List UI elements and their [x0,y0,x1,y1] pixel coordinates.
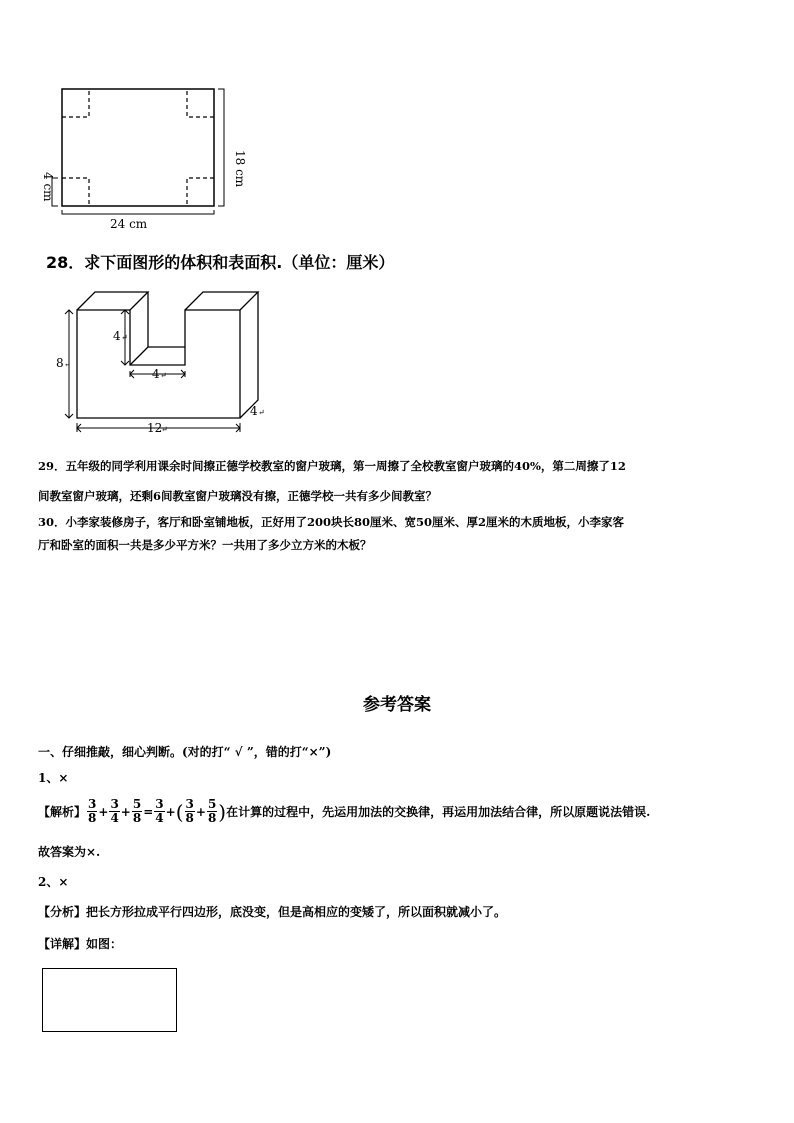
height-return-mark: ↵ [64,360,71,369]
right-side-face [240,292,258,418]
u-shaped-solid-figure [55,285,285,440]
depth-label: 4 [250,404,258,418]
bottom-dimension: 24 cm [110,217,148,231]
inner-notch [130,292,185,365]
plus-sign: + [165,804,176,819]
question-29-line1: 29．五年级的同学利用课余时间擦正德学校教室的窗户玻璃，第一周擦了全校教室窗户玻璃的40%，第二周擦了12 [38,459,626,473]
left-paren: ( [175,799,184,824]
analysis-text: 在计算的过程中，先运用加法的交换律，再运用加法结合律，所以原题说法错误. [226,804,651,819]
height-label: 8 [56,356,64,370]
plus-sign: + [120,804,131,819]
cut-depth-label: 4 [113,329,121,343]
left-pillar-top [77,292,148,310]
section-1-heading: 一、仔细推敲，细心判断。(对的打“ √ ”，错的打“×”) [38,745,332,759]
fraction: $\frac{5}{8}$ [132,797,142,825]
fraction: $\frac{3}{8}$ [185,797,194,825]
right-pillar-top [185,292,258,310]
question-28-title: 28．求下面图形的体积和表面积.（单位：厘米） [46,253,395,272]
depth-return-mark: ↵ [258,408,265,417]
length-label: 12 [147,421,163,435]
rectangle-diagram [42,968,177,1032]
fraction: $\frac{3}{4}$ [110,797,119,825]
answer-1-number: 1、× [38,771,69,785]
length-return-mark: ↵ [161,425,168,434]
question-30-line1: 30．小李家装修房子，客厅和卧室铺地板，正好用了200块长80厘米、宽50厘米、厚2厘米的木质地板，小李家客 [38,515,625,529]
corner-squares [62,89,214,206]
right-paren: ) [218,799,227,824]
corner-dimension: 4 cm [41,172,55,202]
plus-sign: + [195,804,206,819]
cut-depth-return-mark: ↵ [121,333,128,342]
dimension-lines [52,89,224,214]
question-29-line2: 间教室窗户玻璃，还剩6间教室窗户玻璃没有擦，正德学校一共有多少间教室？ [38,489,437,503]
fraction: $\frac{3}{4}$ [155,797,164,825]
answer-2-detail: 【详解】如图： [38,937,123,951]
equals-sign: = [143,804,154,819]
analysis-label: 【解析】 [38,804,87,819]
front-face [77,310,240,418]
corner-cut-rectangle-figure [30,80,260,240]
plus-sign: + [98,804,109,819]
answer-2-number: 2、× [38,875,69,889]
answer-1-conclusion: 故答案为×. [38,845,101,859]
answer-2-analysis: 【分析】把长方形拉成平行四边形，底没变，但是高相应的变矮了，所以面积就减小了。 [38,905,507,919]
answer-1-analysis [38,798,650,825]
answers-title: 参考答案 [363,695,431,715]
side-dimension: 18 cm [233,150,247,188]
question-30-line2: 厅和卧室的面积一共是多少平方米？一共用了多少立方米的木板？ [38,538,372,552]
cut-width-label: 4 [152,367,160,381]
fraction: $\frac{5}{8}$ [207,797,217,825]
cut-width-return-mark: ↵ [160,371,167,380]
main-rectangle [62,89,214,206]
fraction: $\frac{3}{8}$ [88,797,97,825]
